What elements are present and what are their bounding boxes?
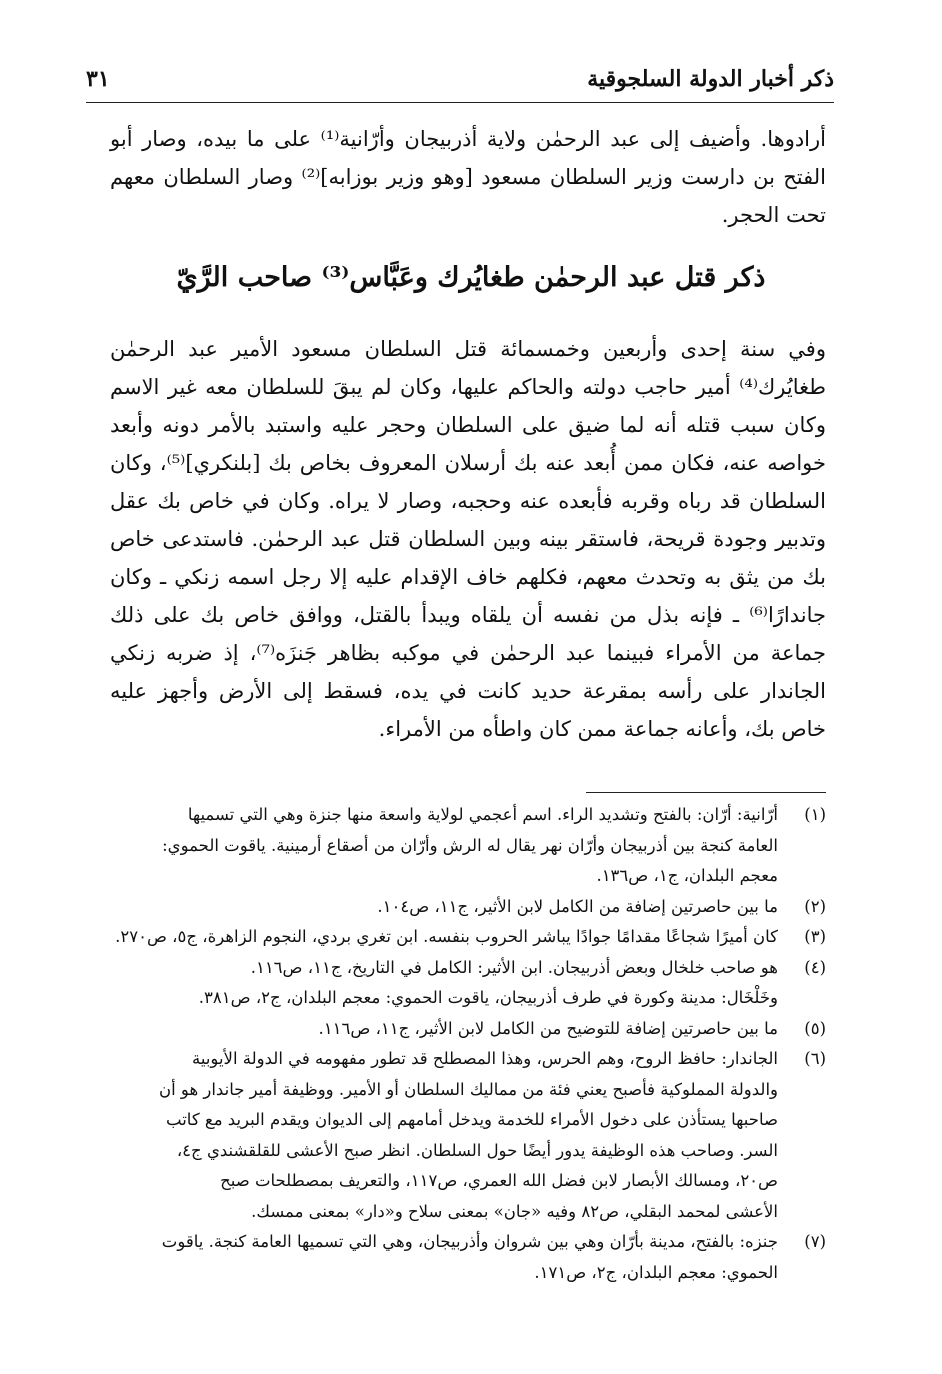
footnote-line: ص٢٠، ومسالك الأبصار لابن فضل الله العمري، ص١١٧، والتعريف بمصطلحات صبح (220, 1171, 778, 1190)
running-header (86, 62, 834, 103)
footnote-item (104, 892, 826, 923)
footnote-item (104, 953, 826, 1014)
footnote-line: الجاندار: حافظ الروح، وهم الحرس، وهذا المصطلح قد تطور مفهومه في الدولة الأيوبية (192, 1049, 778, 1068)
intro-paragraph (110, 120, 826, 234)
footnote-number: (٣) (804, 927, 826, 946)
footnote-line: العامة كنجة بين أذربيجان وأرّان نهر يقال له الرش وأرّان من أصقاع أرمينية. ياقوت الحموي: (162, 835, 778, 855)
footnote-line: كان أميرًا شجاعًا مقدامًا جوادًا يباشر الحروب بنفسه. ابن تغري بردي، النجوم الزاهرة، ج٥، ص٢٧٠. (115, 927, 778, 946)
footnote-line: جنزه: بالفتح، مدينة بأرّان وهي بين شروان وأذربيجان، وهي التي تسميها العامة كنجة. ياقوت (161, 1232, 778, 1251)
body-paragraph (110, 330, 826, 748)
footnote-line: أرّانية: أرّان: بالفتح وتشديد الراء. اسم أعجمي لولاية واسعة منها جنزة وهي التي تسميها (187, 805, 778, 824)
footnote-line: ما بين حاصرتين إضافة من الكامل لابن الأثير، ج١١، ص١٠٤. (377, 896, 778, 916)
footnote-item (104, 800, 826, 892)
footnote-line: معجم البلدان، ج١، ص١٣٦. (596, 866, 778, 885)
footnote-text (104, 953, 778, 1014)
page-number: ٣١ (86, 66, 110, 92)
footnotes (104, 800, 826, 1288)
body-text: وفي سنة إحدى وأربعين وخمسمائة قتل السلطان مسعود الأمير عبد الرحمٰن طغايُرك⁽⁴⁾ أمير حاجب دولته والحاكم عليها، وكان لم يبقَ للسلطان معه غير الاسم وكان سبب قتله أنه لما ضيق على السلطان وحجر عليه واستبد بالأمر دونه وأبعد خواصه عنه، فكان ممن أُبعد عنه بك أرسلان المعروف بخاص بك [بلنكري]⁽⁵⁾، وكان السلطان قد رباه وقربه فأبعده عنه وحجبه، وصار لا يراه. وكان في خاص بك عقل وتدبير وجودة قريحة، فاستقر بينه وبين السلطان قتل عبد الرحمٰن. فاستدعى خاص بك من يثق به وتحدث معهم، فكلهم خاف الإقدام عليه إلا رجل اسمه زنكي ـ وكان جاندارًا⁽⁶⁾ ـ فإنه بذل من نفسه أن يلقاه ويبدأ بالقتل، ووافق خاص بك على ذلك جماعة من الأمراء فبينما عبد الرحمٰن في موكبه بظاهر جَنزَه⁽⁷⁾، إذ ضربه زنكي الجاندار على رأسه بمقرعة حديد كانت في يده، فسقط إلى الأرض وأجهز عليه خاص بك، وأعانه جماعة ممن كان واطأه من الأمراء. (110, 337, 826, 741)
footnote-line: صاحبها يستأذن على دخول الأمراء للخدمة ويدخل أمامهم إلى الديوان ويقدم البريد مع كاتب (166, 1110, 778, 1129)
footnote-text (104, 1044, 778, 1227)
footnote-line: والدولة المملوكية فأصبح يعني فئة من مماليك السلطان أو الأمير. ووظيفة أمير جاندار هو أن (158, 1079, 778, 1099)
footnote-line: الأعشى لمحمد البقلي، ص٨٢ وفيه «جان» بمعنى سلاح و«دار» بمعنى ممسك. (251, 1201, 778, 1221)
footnote-text (104, 922, 778, 953)
footnote-line: هو صاحب خلخال وبعض أذربيجان. ابن الأثير: الكامل في التاريخ، ج١١، ص١١٦. (250, 957, 778, 977)
footnote-number: (٢) (804, 896, 826, 916)
footnote-line: الحموي: معجم البلدان، ج٢، ص١٧١. (534, 1262, 778, 1282)
footnote-item (104, 922, 826, 953)
footnote-number: (٧) (804, 1232, 826, 1251)
section-heading: ذكر قتل عبد الرحمٰن طغايُرك وعَبَّاس⁽³⁾ صاحب الرَّيّ (176, 262, 766, 293)
footnote-text (104, 892, 778, 923)
footnote-text (104, 800, 778, 892)
footnote-divider (586, 792, 826, 793)
running-title: ذكر أخبار الدولة السلجوقية (587, 66, 834, 92)
footnote-number: (٦) (804, 1049, 826, 1068)
footnote-number: (٥) (804, 1018, 826, 1038)
footnote-item (104, 1014, 826, 1045)
footnote-line: وخَلْخَال: مدينة وكورة في طرف أذربيجان، ياقوت الحموي: معجم البلدان، ج٢، ص٣٨١. (198, 988, 778, 1007)
footnote-text (104, 1014, 778, 1045)
footnote-item (104, 1227, 826, 1288)
intro-text: أرادوها. وأضيف إلى عبد الرحمٰن ولاية أذربيجان وأرّانية⁽¹⁾ على ما بيده، وصار أبو الفتح بن دارست وزير السلطان مسعود [وهو وزير بوزابه]⁽²⁾ وصار السلطان معهم تحت الحجر. (110, 127, 826, 227)
footnote-line: السر. وصاحب هذه الوظيفة يدور أيضًا حول السلطان. انظر صبح الأعشى للقلقشندي ج٤، (176, 1140, 778, 1160)
footnote-number: (١) (804, 805, 826, 824)
footnote-item (104, 1044, 826, 1227)
footnote-number: (٤) (804, 957, 826, 977)
footnote-text (104, 1227, 778, 1288)
footnote-line: ما بين حاصرتين إضافة للتوضيح من الكامل لابن الأثير، ج١١، ص١١٦. (318, 1018, 778, 1038)
